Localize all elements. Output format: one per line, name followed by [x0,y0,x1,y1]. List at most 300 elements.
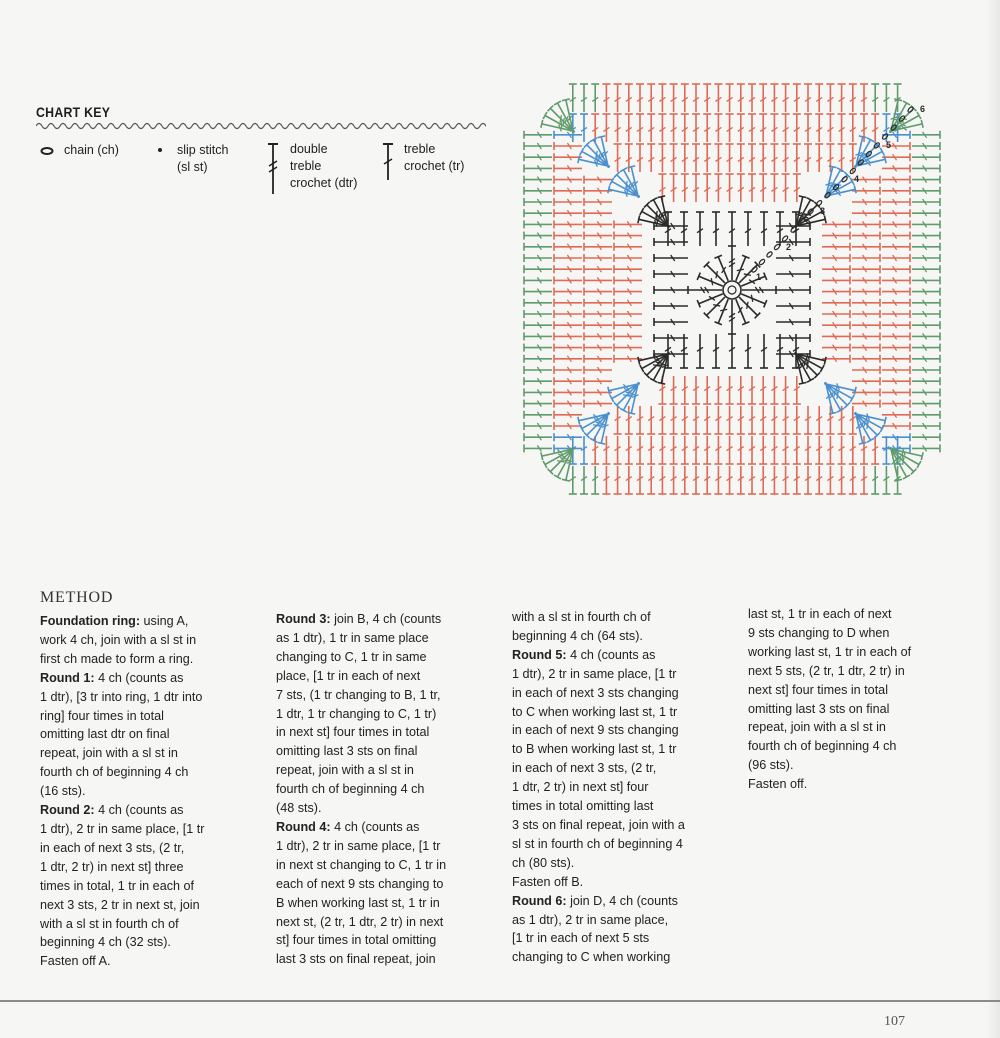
stitch-symbol [554,254,582,262]
round-heading: Round 6: [512,893,567,908]
stitch-symbol [658,84,666,112]
stitch-symbol [697,273,723,287]
method-line: fourth ch of beginning 4 ch [40,765,189,780]
method-line: sl st in fourth ch of beginning 4 [512,836,683,851]
stitch-symbol [554,265,582,273]
stitch-symbol [636,466,644,494]
stitch-symbol [692,406,700,434]
stitch-symbol [636,84,644,112]
stitch-symbol [748,144,756,172]
stitch-symbol [770,406,778,434]
stitch-symbol [614,265,642,273]
stitch-symbol [670,466,678,494]
stitch-symbol [614,406,622,434]
stitch-symbol [782,84,790,112]
stitch-symbol [912,422,940,430]
stitch-symbol [871,114,879,142]
stitch-symbol [804,84,812,112]
stitch-symbol [554,276,582,284]
method-line: beginning 4 ch (64 sts). [512,628,643,643]
method-line: next st] four times in total [748,682,888,697]
round-heading: Round 1: [40,670,95,685]
stitch-symbol [591,84,599,112]
method-line: times in total, 1 tr in each of [40,878,194,893]
method-line: beginning 4 ch (32 sts). [40,935,171,950]
method-line: as 1 dtr), 2 tr in same place, [512,912,669,927]
stitch-symbol [793,174,801,202]
stitch-symbol [822,321,850,329]
stitch-symbol [852,400,880,408]
stitch-symbol [852,332,880,340]
stitch-symbol [602,466,610,494]
stitch-symbol [703,436,711,464]
stitch-symbol [584,176,612,184]
method-line: 9 sts changing to D when [748,625,890,640]
stitch-symbol [882,265,910,273]
method-line: to B when working last st, 1 tr [512,742,677,757]
round-heading: Round 4: [276,819,331,834]
method-line: Round 3: join B, 4 ch (counts [276,612,442,626]
stitch-symbol [882,209,910,217]
stitch-symbol [748,466,756,494]
stitch-symbol [625,436,633,464]
stitch-symbol [748,114,756,142]
stitch-symbol [871,84,879,112]
method-line: each of next 9 sts changing to [276,876,444,891]
stitch-symbol [912,411,940,419]
stitch-symbol [882,466,890,494]
stitch-symbol [524,187,552,195]
stitch-symbol [912,265,940,273]
stitch-symbol [782,436,790,464]
stitch-symbol [647,84,655,112]
stitch-symbol [524,411,552,419]
stitch-symbol [554,366,582,374]
stitch-symbol [860,466,868,494]
stitch-symbol [748,174,756,202]
stitch-symbol [636,144,644,172]
stitch-symbol [838,84,846,112]
stitch-symbol [554,131,582,139]
stitch-symbol [681,84,689,112]
method-line: Foundation ring: using A, [40,614,189,628]
stitch-symbol [692,84,700,112]
stitch-symbol [696,334,704,368]
method-line: Round 1: 4 ch (counts as [40,670,184,685]
method-line: omitting last 3 sts on final [276,744,418,759]
method-line: as 1 dtr), 1 tr in same place [276,630,429,645]
chain-icon [40,146,54,156]
stitch-symbol [759,376,767,404]
stitch-symbol [822,299,850,307]
stitch-symbol [681,436,689,464]
stitch-symbol [714,84,722,112]
stitch-symbol [670,406,678,434]
stitch-symbol [737,144,745,172]
method-line: (16 sts). [40,784,86,799]
method-column-4 [748,605,974,794]
stitch-symbol [658,466,666,494]
stitch-symbol [524,310,552,318]
method-line: 3 sts on final repeat, join with a [512,817,685,832]
stitch-symbol [524,344,552,352]
stitch-symbol [524,131,552,139]
stitch-symbol [912,243,940,251]
dot-icon [156,146,164,154]
method-line: working last st, 1 tr in each of [748,644,912,659]
stitch-symbol [882,310,910,318]
stitch-symbol [826,436,834,464]
stitch-symbol [524,209,552,217]
stitch-symbol [602,114,610,142]
stitch-symbol [912,232,940,240]
stitch-symbol [681,174,689,202]
stitch-symbol [737,174,745,202]
stitch-symbol [912,400,940,408]
stitch-symbol [776,270,810,278]
stitch-symbol [726,466,734,494]
stitch-symbol [852,232,880,240]
stitch-symbol [524,198,552,206]
stitch-symbol [636,114,644,142]
stitch-symbol [741,294,767,308]
stitch-symbol [822,344,850,352]
stitch-symbol [838,144,846,172]
stitch-symbol [737,84,745,112]
stitch-symbol [882,198,910,206]
round-number-label: 5 [886,140,892,150]
stitch-symbol [737,114,745,142]
stitch-symbol [737,436,745,464]
method-line: (96 sts). [748,758,794,773]
stitch-symbol [703,114,711,142]
stitch-symbol [744,212,752,246]
stitch-symbol [658,144,666,172]
stitch-symbol [692,174,700,202]
stitch-symbol [912,276,940,284]
stitch-symbol [822,232,850,240]
method-line: 1 dtr), 2 tr in same place, [1 tr [276,838,441,853]
stitch-symbol [815,114,823,142]
method-line: times in total omitting last [512,799,654,814]
stitch-symbol [882,187,910,195]
stitch-symbol [852,276,880,284]
stitch-symbol [852,243,880,251]
stitch-symbol [647,114,655,142]
stitch-symbol [852,321,880,329]
method-title: METHOD [40,589,114,606]
method-line: next st, (2 tr, 1 dtr, 2 tr) in next [276,914,444,929]
stitch-symbol [770,436,778,464]
stitch-symbol [871,436,879,464]
stitch-symbol [524,254,552,262]
stitch-symbol [647,144,655,172]
stitch-symbol [524,142,552,150]
stitch-symbol [714,376,722,404]
foundation-ring-inner [728,286,736,294]
stitch-symbol [636,436,644,464]
stitch-symbol [681,144,689,172]
stitch-symbol [782,376,790,404]
stitch-symbol [882,276,910,284]
stitch-symbol [715,299,729,325]
stitch-symbol [658,436,666,464]
stitch-symbol [584,377,612,385]
stitch-symbol [742,286,776,294]
method-line: in each of next 3 sts, (2 tr, [512,761,657,776]
method-line: last 3 sts on final repeat, join [276,952,436,967]
page-number: 107 [884,1014,905,1029]
stitch-symbol [714,406,722,434]
stitch-symbol [580,466,588,494]
stitch-symbol [826,406,834,434]
stitch-symbol [776,238,810,246]
stitch-symbol [584,344,612,352]
method-line: Fasten off B. [512,874,584,889]
stitch-symbol [554,176,582,184]
method-line: work 4 ch, join with a sl st in [40,632,197,647]
method-line: Round 4: 4 ch (counts as [276,819,420,834]
method-line: 1 dtr, 2 tr) in next st] four [512,780,649,795]
foundation-ring [723,281,741,299]
stitch-symbol [524,377,552,385]
stitch-symbol [822,276,850,284]
stitch-symbol [584,220,612,228]
stitch-symbol [692,144,700,172]
stitch-symbol [882,176,910,184]
stitch-symbol [680,334,688,368]
stitch-symbol [584,321,612,329]
method-line: changing to C, 1 tr in same [276,649,427,664]
stitch-symbol [524,321,552,329]
stitch-symbol [826,84,834,112]
method-line: changing to C when working [512,950,671,965]
stitch-symbol [760,212,768,246]
stitch-symbol [726,406,734,434]
method-line: omitting last dtr on final [40,727,170,742]
stitch-symbol [882,400,910,408]
stitch-symbol [912,164,940,172]
stitch-symbol [584,232,612,240]
stitch-symbol [728,334,736,368]
stitch-symbol [782,466,790,494]
stitch-symbol [737,376,745,404]
method-line: 1 dtr), 2 tr in same place, [1 tr [40,821,205,836]
method-line: (48 sts). [276,801,322,816]
stitch-symbol [524,366,552,374]
stitch-symbol [554,142,582,150]
stitch-symbol [852,209,880,217]
stitch-symbol [849,406,857,434]
stitch-symbol [647,466,655,494]
round-number-label: 4 [854,174,860,184]
stitch-symbol [912,321,940,329]
chart-key-title: CHART KEY [36,104,111,120]
stitch-symbol [654,238,688,246]
stitch-symbol [776,286,810,294]
stitch-symbol [654,270,688,278]
stitch-symbol [569,466,577,494]
stitch-symbol [614,144,622,172]
stitch-symbol [524,355,552,363]
stitch-symbol [524,220,552,228]
method-line: fourth ch of beginning 4 ch [748,739,897,754]
stitch-symbol [670,174,678,202]
stitch-symbol [703,84,711,112]
stitch-symbol [614,243,642,251]
stitch-symbol [703,144,711,172]
stitch-symbol [912,288,940,296]
chain-mark [773,243,780,250]
stitch-symbol [744,334,752,368]
stitch-symbol [804,466,812,494]
stitch-symbol [894,84,902,112]
method-line: next 5 sts, (2 tr, 1 dtr, 2 tr) in [748,663,905,678]
stitch-symbol [882,422,910,430]
wavy-divider [36,120,486,132]
stitch-symbol [748,376,756,404]
stitch-symbol [654,318,688,326]
stitch-symbol [614,288,642,296]
method-line: to C when working last st, 1 tr [512,704,678,719]
stitch-symbol [793,84,801,112]
stitch-symbol [804,436,812,464]
stitch-symbol [714,144,722,172]
method-line: repeat, join with a sl st in [276,763,414,778]
method-line: [1 tr in each of next 5 sts [512,931,650,946]
stitch-symbol [912,254,940,262]
stitch-symbol [654,254,688,262]
stitch-symbol [882,232,910,240]
stitch-symbol [776,318,810,326]
stitch-symbol [714,174,722,202]
stitch-symbol [793,406,801,434]
stitch-symbol [703,466,711,494]
stitch-symbol [770,114,778,142]
stitch-symbol [602,84,610,112]
round-heading: Foundation ring: [40,614,141,628]
stitch-symbol [882,220,910,228]
stitch-symbol [912,444,940,452]
round-heading: Round 3: [276,612,331,626]
stitch-symbol [852,366,880,374]
stitch-symbol [852,310,880,318]
stitch-symbol [770,174,778,202]
stitch-symbol [838,436,846,464]
stitch-symbol [692,376,700,404]
stitch-symbol [826,466,834,494]
stitch-symbol [554,310,582,318]
stitch-symbol [584,243,612,251]
stitch-symbol [580,114,588,142]
method-column-1 [40,612,266,971]
stitch-symbol [776,254,810,262]
stitch-symbol [912,355,940,363]
stitch-symbol [912,153,940,161]
stitch-symbol [614,332,642,340]
stitch-symbol [822,310,850,318]
stitch-symbol [912,310,940,318]
stitch-symbol [614,254,642,262]
stitch-symbol [584,254,612,262]
stitch-symbol [524,433,552,441]
stitch-symbol [782,174,790,202]
stitch-symbol [591,466,599,494]
stitch-symbol [524,243,552,251]
method-line: last st, 1 tr in each of next [748,607,892,621]
stitch-symbol [524,422,552,430]
stitch-symbol [759,144,767,172]
stitch-symbol [882,84,890,112]
stitch-symbol [524,164,552,172]
method-line: in each of next 3 sts, (2 tr, [40,840,185,855]
stitch-symbol [815,84,823,112]
method-line: with a sl st in fourth ch of [40,916,179,931]
stitch-symbol [554,232,582,240]
key-label-double-treble: double treble crochet (dtr) [290,142,358,190]
stitch-symbol [815,406,823,434]
stitch-symbol [584,276,612,284]
stitch-symbol [882,321,910,329]
stitch-symbol [793,436,801,464]
stitch-symbol [614,310,642,318]
stitch-symbol [793,466,801,494]
stitch-symbol [822,265,850,273]
stitch-symbol [912,377,940,385]
stitch-symbol [759,114,767,142]
stitch-symbol [726,114,734,142]
stitch-symbol [712,212,720,246]
stitch-symbol [554,209,582,217]
stitch-symbol [882,366,910,374]
stitch-symbol [681,376,689,404]
round-heading: Round 2: [40,803,95,818]
stitch-symbol [647,406,655,434]
stitch-symbol [793,376,801,404]
stitch-symbol [759,466,767,494]
stitch-symbol [703,174,711,202]
stitch-symbol [770,376,778,404]
stitch-symbol [554,288,582,296]
stitch-symbol [882,254,910,262]
stitch-symbol [748,436,756,464]
stitch-symbol [714,466,722,494]
stitch-symbol [614,276,642,284]
stitch-symbol [584,299,612,307]
method-line: fourth ch of beginning 4 ch [276,782,425,797]
method-line: ch (80 sts). [512,855,575,870]
stitch-symbol [714,436,722,464]
treble-icon [381,142,395,182]
stitch-symbol [849,114,857,142]
method-line: B when working last st, 1 tr in [276,895,440,910]
stitch-symbol [852,288,880,296]
stitch-symbol [793,144,801,172]
stitch-symbol [804,114,812,142]
stitch-symbol [822,254,850,262]
stitch-symbol [681,406,689,434]
stitch-symbol [736,255,750,281]
stitch-symbol [524,388,552,396]
stitch-symbol [554,344,582,352]
stitch-symbol [625,466,633,494]
double-treble-icon [266,142,280,196]
stitch-symbol [912,344,940,352]
stitch-symbol [726,174,734,202]
stitch-symbol [912,433,940,441]
method-line: Round 6: join D, 4 ch (counts [512,893,678,908]
stitch-symbol [759,174,767,202]
